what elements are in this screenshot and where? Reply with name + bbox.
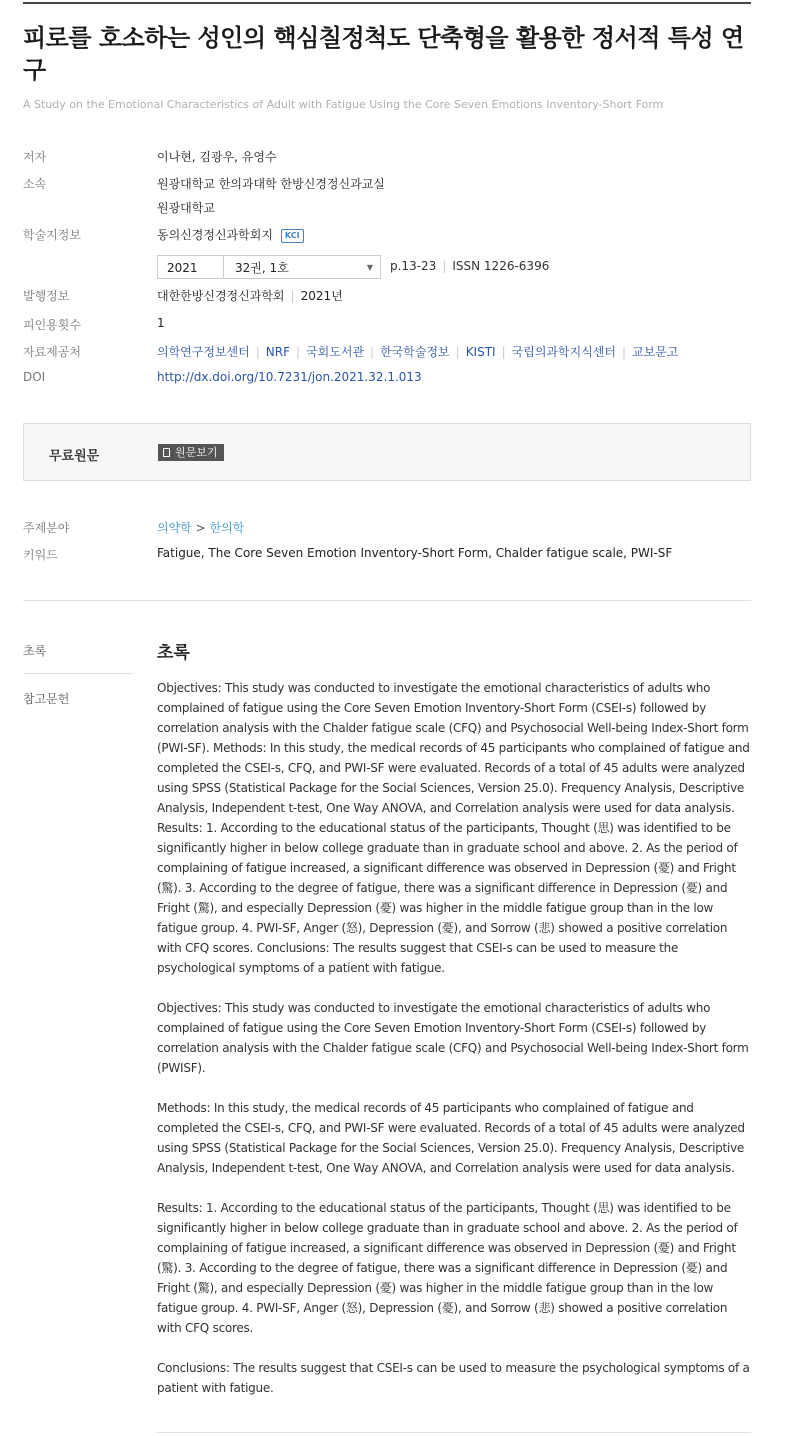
doi-label: DOI — [23, 370, 46, 384]
affiliation-2: 원광대학교 — [157, 201, 215, 215]
chevron-down-icon: ▼ — [366, 263, 373, 272]
author-label: 저자 — [23, 150, 47, 164]
issn: ISSN 1226-6396 — [452, 259, 550, 273]
abstract-results: Results: 1. According to the educational status of the participants, Thought (思) was identified to be significantly higher in below college graduate than in graduate school and above. 2. As the period of complaining of fatigue increased, a significant difference was observed in Depression (憂) and Fright (驚). 3. According to the degree of fatigue, there was a significant difference in Depression (憂) and Fright (驚), and especially Depression (憂) was higher in the middle fatigue group than in the low fatigue group. 4. PWI-SF, Anger (怒), Depression (憂), and Sorrow (悲) showed a positive correlation with CFQ scores. — [157, 1201, 738, 1335]
subject-level-2[interactable]: 한의학 — [209, 521, 245, 535]
abstract-objectives: Objectives: This study was conducted to investigate the emotional characteristics of adults who complained of fatigue using the Core Seven Emotion Inventory-Short Form (CSEI-s) followed by correlation analysis with the Chalder fatigue scale (CFQ) and Psychosocial Well-being Index-Short form (PWISF). — [157, 1001, 749, 1075]
view-fulltext-button[interactable] — [158, 444, 224, 461]
keywords-label: 키워드 — [23, 548, 58, 562]
publish-year: 2021년 — [300, 289, 343, 303]
affiliation-1: 원광대학교 한의과대학 한방신경정신과교실 — [157, 177, 385, 191]
year-select[interactable]: 2021 — [157, 255, 224, 279]
journal-name[interactable]: 동의신경정신과학회지 — [157, 228, 273, 242]
provider-list: 의학연구정보센터 | NRF | 국회도서관 | 한국학술정보 | KISTI | 국립의과학지식센터 | 교보문고 — [157, 345, 679, 359]
bottom-divider — [157, 1432, 751, 1433]
page-range: p.13-23 — [390, 259, 437, 273]
page-issn-info: p.13-23 | ISSN 1226-6396 — [390, 259, 550, 273]
provider-link[interactable]: 한국학술정보 — [380, 345, 450, 359]
english-title: A Study on the Emotional Characteristics of Adult with Fatigue Using the Core Seven Emotions Inventory-Short Form — [23, 98, 664, 111]
volume-select-value: 32권, 1호 — [235, 261, 289, 275]
publisher: 대한한방신경정신과학회 — [157, 289, 285, 303]
subject-label: 주제분야 — [23, 521, 70, 535]
subject-level-1[interactable]: 의약학 — [157, 521, 192, 535]
document-icon — [163, 448, 170, 457]
provider-link[interactable]: NRF — [265, 345, 291, 359]
provider-label: 자료제공처 — [23, 345, 81, 359]
volume-select[interactable] — [224, 255, 381, 279]
journal-label: 학술지정보 — [23, 228, 81, 242]
provider-link[interactable]: 국회도서관 — [306, 345, 365, 359]
keywords-value: Fatigue, The Core Seven Emotion Inventory-Short Form, Chalder fatigue scale, PWI-SF — [157, 546, 673, 560]
abstract-methods: Methods: In this study, the medical records of 45 participants who complained of fatigue and completed the CSEI-s, CFQ, and PWI-SF were evaluated. Records of a total of 45 adults were analyzed using SPSS (Statistical Package for the Social Sciences, Version 25.0). Frequency Analysis, Descriptive Analysis, Independent t-test, One Way ANOVA, and Correlation analysis were used for data analysis. — [157, 1101, 745, 1175]
provider-link[interactable]: 의학연구정보센터 — [157, 345, 250, 359]
subject-breadcrumb — [157, 519, 244, 536]
page-title: 피로를 호소하는 성인의 핵심칠정척도 단축형을 활용한 정서적 특성 연구 — [23, 24, 744, 84]
free-fulltext-label: 무료원문 — [49, 449, 100, 464]
provider-link[interactable]: 국립의과학지식센터 — [511, 345, 616, 359]
authors[interactable]: 이나현, 김광우, 유영수 — [157, 150, 277, 164]
cited-count: 1 — [157, 316, 165, 330]
abstract-conclusions: Conclusions: The results suggest that CSEI-s can be used to measure the psychological symptoms of a patient with fatigue. — [157, 1361, 750, 1395]
publish-label: 발행정보 — [23, 289, 70, 303]
provider-link[interactable]: KISTI — [465, 345, 496, 359]
sidebar-divider — [23, 673, 133, 674]
abstract-heading: 초록 — [157, 643, 190, 663]
free-fulltext-box — [23, 423, 751, 481]
journal-info — [157, 226, 304, 243]
affiliation-label: 소속 — [23, 177, 47, 191]
breadcrumb-arrow: > — [195, 521, 206, 535]
abstract-full: Objectives: This study was conducted to investigate the emotional characteristics of adults who complained of fatigue using the Core Seven Emotion Inventory-Short Form (CSEI-s) followed by correlation analysis with the Chalder fatigue scale (CFQ) and Psychosocial Well-being Index-Short form (PWI-SF). Methods: In this study, the medical records of 45 participants who complained of fatigue and completed the CSEI-s, CFQ, and PWI-SF were evaluated. Records of a total of 45 adults were analyzed using SPSS (Statistical Package for the Social Sciences, Version 25.0). Frequency Analysis, Descriptive Analysis, Independent t-test, One Way ANOVA, and Correlation analysis were used for data analysis. Results: 1. According to the educational status of the participants, Thought (思) was identified to be significantly higher in below college graduate than in graduate school and above. 2. As the period of complaining of fatigue increased, a significant difference was observed in Depression (憂) and Fright (驚). 3. According to the degree of fatigue, there was a significant difference in Depression (憂) and Fright (驚), and especially Depression (憂) was higher in the middle fatigue group than in the low fatigue group. 4. PWI-SF, Anger (怒), Depression (憂), and Sorrow (悲) showed a positive correlation with CFQ scores. Conclusions: The results suggest that CSEI-s can be used to measure the psychological symptoms of a patient with fatigue. — [157, 681, 750, 975]
provider-link[interactable]: 교보문고 — [632, 345, 679, 359]
sidebar-item-abstract[interactable]: 초록 — [23, 644, 47, 658]
publish-info: 대한한방신경정신과학회 | 2021년 — [157, 289, 343, 303]
top-divider — [23, 2, 751, 4]
section-divider — [23, 600, 751, 601]
doi-link[interactable]: http://dx.doi.org/10.7231/jon.2021.32.1.013 — [157, 370, 422, 384]
view-fulltext-label: 원문보기 — [175, 446, 218, 459]
sidebar-item-references[interactable]: 참고문헌 — [23, 692, 70, 706]
kci-badge-icon: KCI — [281, 229, 304, 243]
cited-label: 피인용횟수 — [23, 318, 81, 332]
